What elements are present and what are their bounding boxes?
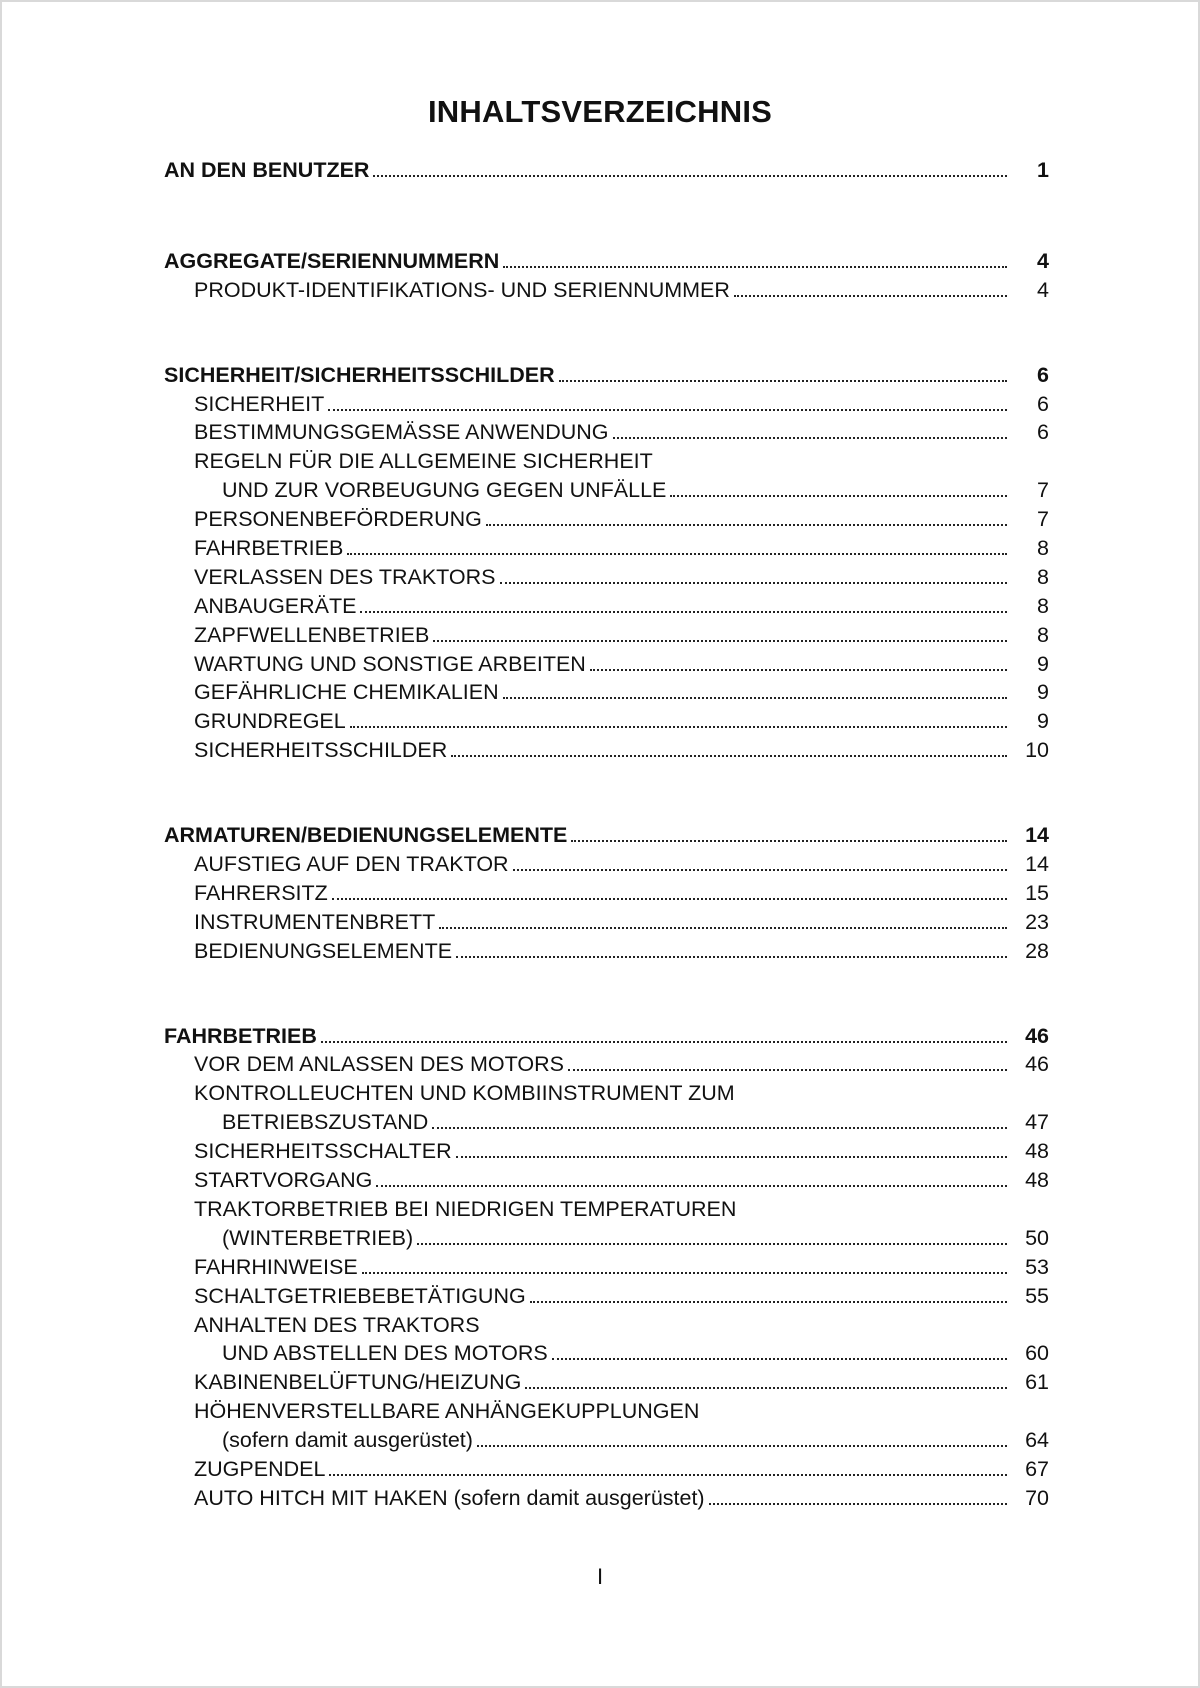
toc-entry-page: 15 [1025,880,1049,905]
toc-entry-label: KABINENBELÜFTUNG/HEIZUNG [194,1370,522,1395]
toc-entry-label-wrap [194,879,328,908]
toc-entry-row [2,1108,1049,1137]
dot-leader [350,725,1007,728]
toc-entry-row [2,592,1049,621]
toc-heading-row [2,821,1049,850]
toc-entry-row [2,534,1049,563]
toc-entry-page: 8 [1037,622,1049,647]
toc-entry-row [2,879,1049,908]
toc-entry-row [2,650,1049,679]
toc-entry-page: 8 [1037,536,1049,561]
toc-entry-label: SICHERHEIT [194,391,325,416]
toc-entry-label: SICHERHEITSSCHILDER [194,738,448,763]
toc-entry-row [2,1426,1049,1455]
toc-entry-continuation: BETRIEBSZUSTAND [222,1110,429,1135]
dot-leader [568,1068,1007,1071]
toc-heading-label: FAHRBETRIEB [164,1023,317,1048]
toc-entry-page: 9 [1037,651,1049,676]
dot-leader [477,1444,1007,1447]
toc-entry-label-wrap [194,390,324,419]
toc-entry-row [2,621,1049,650]
toc-entry-page: 6 [1037,420,1049,445]
toc-entry-page: 6 [1037,391,1049,416]
toc-entry-label: ZUGPENDEL [194,1456,326,1481]
toc-heading-page: 4 [1037,248,1049,273]
toc-entry-label-wrap [194,621,429,650]
toc-entry-row [2,707,1049,736]
toc-entry-page: 8 [1037,593,1049,618]
toc-entry-label-wrap [194,1166,372,1195]
toc-entry-label-wrap [194,678,499,707]
dot-leader [456,1155,1007,1158]
toc-entry-label: AUFSTIEG AUF DEN TRAKTOR [194,852,509,877]
dot-leader [503,696,1007,699]
toc-entry-page: 47 [1025,1110,1049,1135]
dot-leader [670,494,1007,497]
toc-entry-row [2,1368,1049,1397]
toc-entry-continuation: UND ZUR VORBEUGUNG GEGEN UNFÄLLE [222,478,667,503]
toc-entry-label-wrap [194,1253,358,1282]
toc-entry-label-wrap [194,276,730,305]
toc-entry-label: ANBAUGERÄTE [194,593,357,618]
toc-entry-row [2,1282,1049,1311]
dot-leader [362,1271,1007,1274]
toc-entry-row [2,505,1049,534]
toc-entry-label: PRODUKT-IDENTIFIKATIONS- UND SERIENNUMMER [194,277,730,302]
dot-leader [451,754,1007,757]
toc-entry-label: AUTO HITCH MIT HAKEN [194,1485,448,1510]
dot-leader [321,1040,1007,1043]
toc-entry-row [2,276,1049,305]
toc-heading-row [2,361,1049,390]
toc-entry-label: BESTIMMUNGSGEMÄSSE ANWENDUNG [194,420,609,445]
toc-entry-label-wrap [194,418,609,447]
toc-entry-label-wrap [194,850,509,879]
toc-entry-label: FAHRBETRIEB [194,536,344,561]
toc-entry-label: KONTROLLEUCHTEN UND KOMBIINSTRUMENT ZUM [194,1081,735,1106]
toc-heading-page: 6 [1037,362,1049,387]
dot-leader [439,926,1007,929]
toc-entry-page: 61 [1025,1370,1049,1395]
toc-entry-continuation: (sofern damit ausgerüstet) [222,1428,473,1453]
toc-heading-label: AN DEN BENUTZER [164,158,370,182]
toc-entry-row [2,390,1049,419]
dot-leader [373,174,1007,177]
toc-heading-row [2,247,1049,276]
dot-leader [376,1184,1007,1187]
toc-entry-label-wrap [194,563,496,592]
toc-entry-row [2,1455,1049,1484]
toc-entry-label-wrap [194,937,452,966]
dot-leader [709,1502,1007,1505]
toc-entry-label: HÖHENVERSTELLBARE ANHÄNGEKUPPLUNGEN [194,1399,700,1424]
toc-entry-row [2,1224,1049,1253]
toc-entry-label-wrap [194,1368,521,1397]
toc-entry-continuation: UND ABSTELLEN DES MOTORS [222,1341,548,1366]
toc-entry-page: 46 [1025,1052,1049,1077]
toc-entry-page: 7 [1037,507,1049,532]
toc-entry-row [2,1339,1049,1368]
dot-leader [590,668,1007,671]
toc-heading-page: 46 [1025,1023,1049,1048]
toc-entry-page: 48 [1025,1139,1049,1164]
toc-heading-page: 14 [1025,823,1049,848]
dot-leader [530,1300,1007,1303]
toc-entry-row [2,1311,1049,1340]
toc-entry-row [2,1166,1049,1195]
toc-entry-label: VOR DEM ANLASSEN DES MOTORS [194,1052,564,1077]
toc-heading-page: 1 [1037,158,1049,182]
toc-entry-label-wrap [194,736,447,765]
toc-entry-label-wrap [194,1455,325,1484]
toc-entry-label: SCHALTGETRIEBEBETÄTIGUNG [194,1283,526,1308]
toc-entry-label-wrap [194,1484,705,1513]
toc-entry-row [2,563,1049,592]
toc-entry-page: 4 [1037,277,1049,302]
toc-entry-label: REGELN FÜR DIE ALLGEMEINE SICHERHEIT [194,449,653,474]
toc-entry-page: 8 [1037,564,1049,589]
toc-entry-row [2,850,1049,879]
toc-entry-label: SICHERHEITSSCHALTER [194,1139,452,1164]
toc-entry-row [2,937,1049,966]
toc-entry-page: 64 [1025,1428,1049,1453]
toc-entry-label-wrap [194,505,482,534]
dot-leader [525,1386,1007,1389]
page-number: I [596,1564,604,1589]
toc-entry-page: 70 [1025,1485,1049,1510]
toc-entry-row [2,678,1049,707]
dot-leader [432,1126,1007,1129]
toc-section [2,247,1198,305]
toc-entry-note: (sofern damit ausgerüstet) [453,1485,705,1510]
toc-entry-label-wrap [194,592,356,621]
toc-entry-label-wrap [194,1137,452,1166]
toc-entry-page: 53 [1025,1254,1049,1279]
toc-entry-label-wrap [194,707,346,736]
toc-entry-page: 55 [1025,1283,1049,1308]
toc-section [2,821,1198,965]
dot-leader [559,379,1007,382]
toc-heading-label: SICHERHEIT/SICHERHEITSSCHILDER [164,362,555,387]
dot-leader [500,581,1008,584]
toc-entry-row [2,1397,1049,1426]
toc-entry-row [2,447,1049,476]
toc-entry-continuation: (WINTERBETRIEB) [222,1225,414,1250]
toc-entry-label: FAHRHINWEISE [194,1254,358,1279]
toc-entry-page: 67 [1025,1456,1049,1481]
dot-leader [571,839,1007,842]
toc-entry-row [2,1137,1049,1166]
toc-entry-label-wrap [194,534,343,563]
toc-entry-label: ZAPFWELLENBETRIEB [194,622,430,647]
toc-entry-label: BEDIENUNGSELEMENTE [194,938,453,963]
toc-entry-label: TRAKTORBETRIEB BEI NIEDRIGEN TEMPERATUREN [194,1196,737,1221]
toc-heading-row [2,156,1049,185]
dot-leader [347,552,1007,555]
toc-entry-page: 48 [1025,1168,1049,1193]
toc-entry-row [2,1050,1049,1079]
toc-entry-row [2,908,1049,937]
toc-entry-page: 9 [1037,709,1049,734]
toc-entry-label: GRUNDREGEL [194,709,346,734]
toc-entry-page: 9 [1037,680,1049,705]
toc-section [2,156,1198,185]
toc-entry-page: 28 [1025,938,1049,963]
toc-entry-page: 10 [1025,738,1049,763]
dot-leader [486,523,1007,526]
dot-leader [513,868,1007,871]
toc-entry-label-wrap [194,650,586,679]
dot-leader [360,610,1007,613]
toc-entry-label: STARTVORGANG [194,1168,373,1193]
toc-entry-label-wrap [194,908,435,937]
dot-leader [552,1357,1007,1360]
toc-entry-row [2,1079,1049,1108]
toc-heading-label: ARMATUREN/BEDIENUNGSELEMENTE [164,823,568,848]
dot-leader [456,955,1007,958]
dot-leader [734,294,1007,297]
toc-entry-row [2,1484,1049,1513]
page-title: INHALTSVERZEICHNIS [427,94,773,129]
dot-leader [433,639,1007,642]
toc-entry-label-wrap [194,1050,564,1079]
toc-entry-row [2,1195,1049,1224]
toc-section [2,361,1198,765]
toc-section [2,1022,1198,1513]
toc-entry-page: 7 [1037,478,1049,503]
toc-entry-row [2,476,1049,505]
toc-entry-page: 50 [1025,1225,1049,1250]
dot-leader [328,408,1007,411]
table-of-contents [2,156,1198,1569]
toc-entry-page: 14 [1025,852,1049,877]
toc-entry-row [2,736,1049,765]
toc-entry-page: 23 [1025,909,1049,934]
toc-entry-label: GEFÄHRLICHE CHEMIKALIEN [194,680,499,705]
dot-leader [417,1242,1007,1245]
dot-leader [329,1473,1007,1476]
toc-entry-row [2,418,1049,447]
dot-leader [503,265,1007,268]
toc-heading-row [2,1022,1049,1051]
toc-heading-label: AGGREGATE/SERIENNUMMERN [164,248,500,273]
toc-entry-label-wrap [194,1282,526,1311]
toc-entry-label: VERLASSEN DES TRAKTORS [194,564,496,589]
toc-entry-label: WARTUNG UND SONSTIGE ARBEITEN [194,651,586,676]
toc-entry-label: PERSONENBEFÖRDERUNG [194,507,482,532]
dot-leader [332,897,1007,900]
toc-entry-label: FAHRERSITZ [194,880,328,905]
toc-entry-page: 60 [1025,1341,1049,1366]
toc-entry-label: INSTRUMENTENBRETT [194,909,436,934]
toc-entry-label: ANHALTEN DES TRAKTORS [194,1312,480,1337]
dot-leader [613,436,1007,439]
toc-entry-row [2,1253,1049,1282]
